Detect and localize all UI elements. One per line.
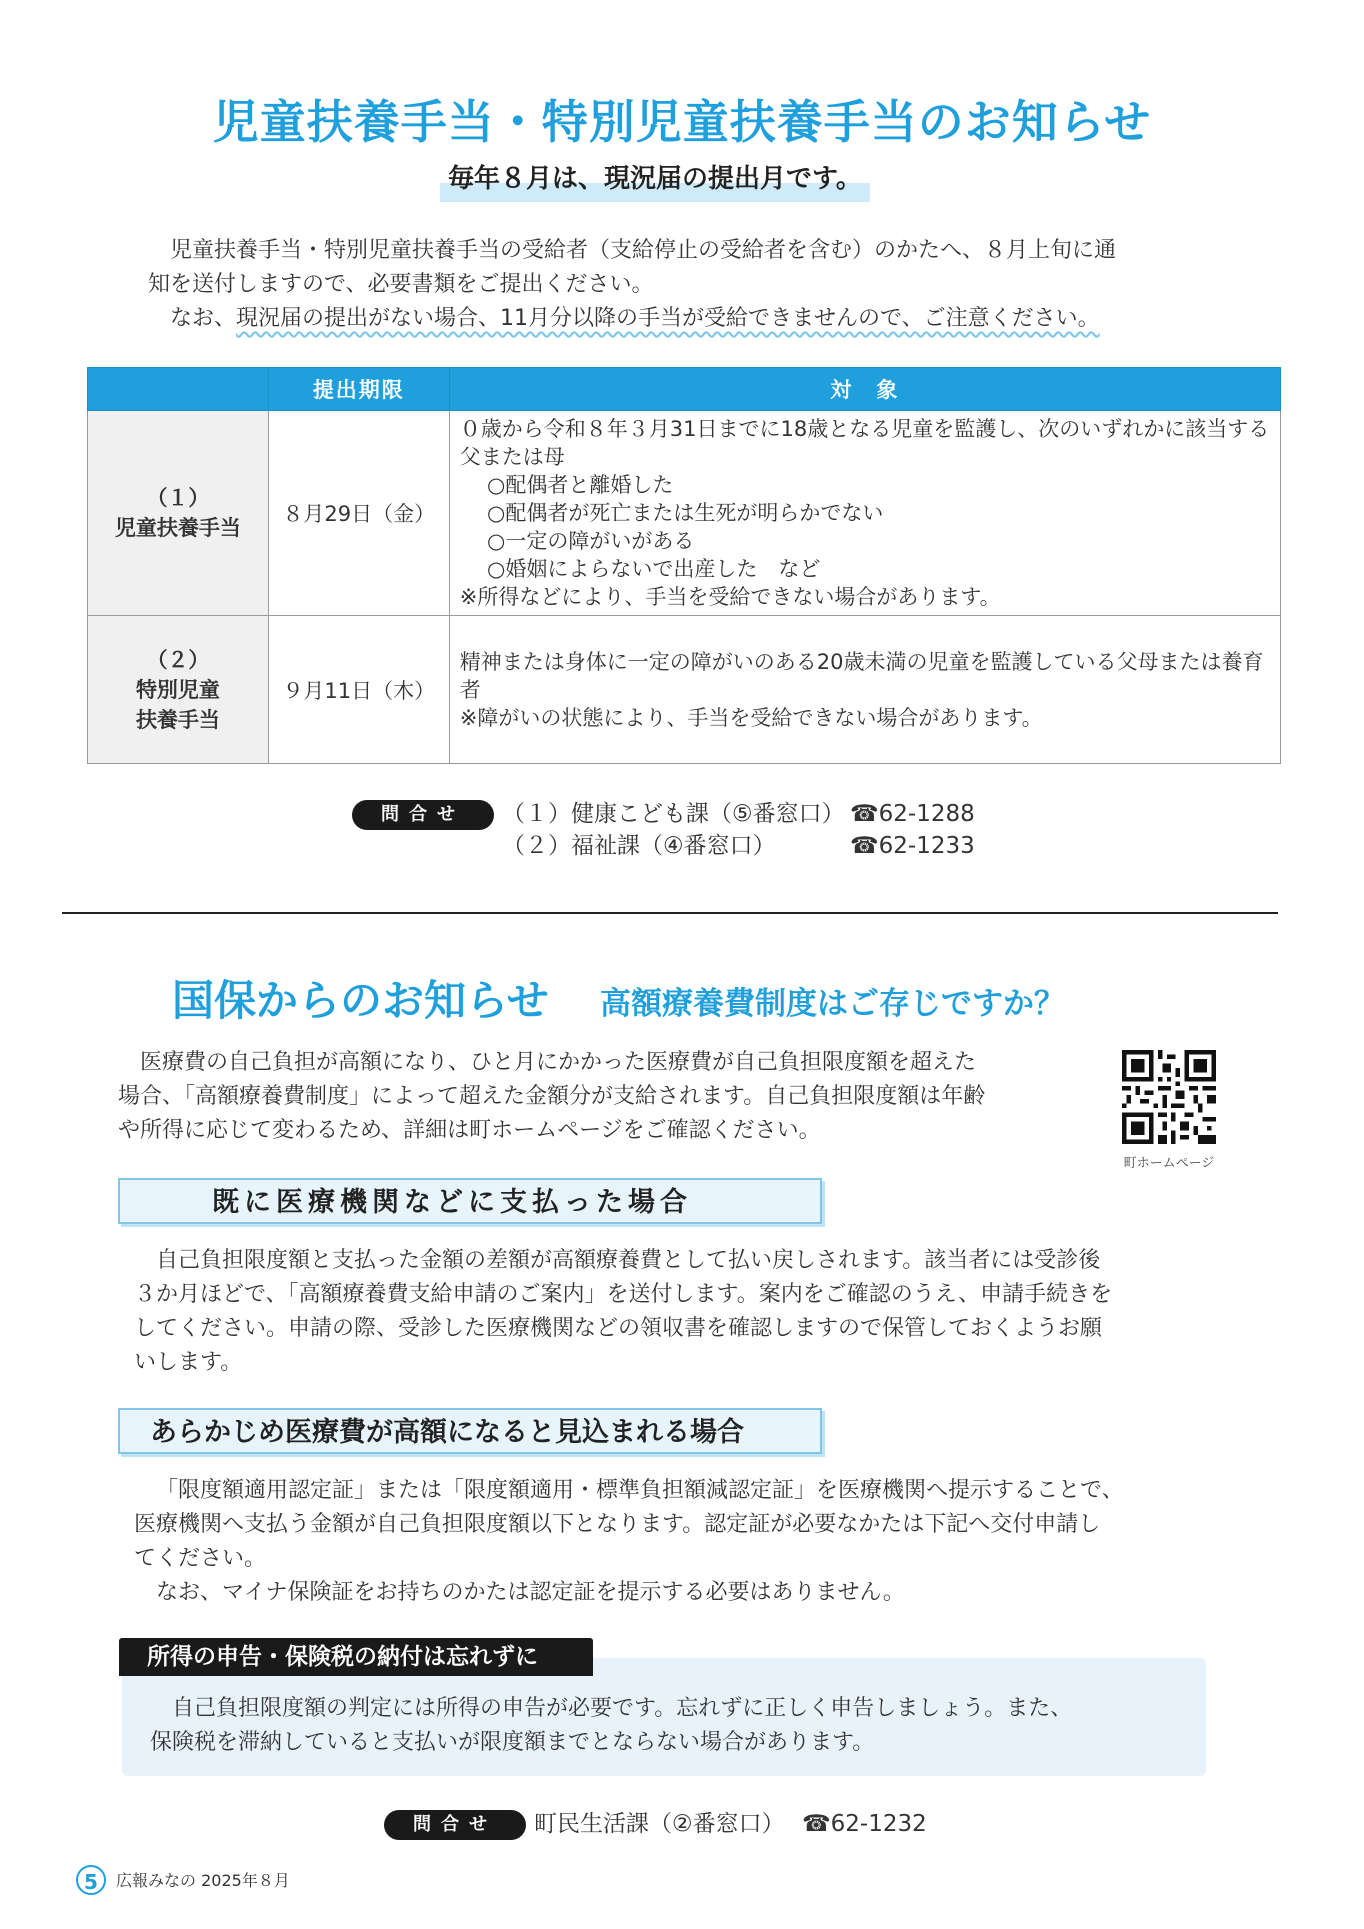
footer-publication bbox=[116, 1868, 290, 1891]
contact-dept: （２）福祉課（④番窓口） bbox=[502, 833, 776, 859]
contact-dept: 町民生活課（②番窓口） bbox=[534, 1811, 785, 1837]
intro-line: や所得に応じて変わるため、詳細は町ホームページをご確認ください。 bbox=[118, 1118, 821, 1143]
contact-list bbox=[502, 798, 975, 862]
category-number: （２） bbox=[146, 647, 210, 672]
qr-label: 町ホームページ bbox=[1123, 1156, 1215, 1171]
note-text bbox=[150, 1692, 1190, 1760]
row-category bbox=[88, 616, 269, 764]
contact-label-badge: 問合せ bbox=[352, 800, 494, 830]
text-line: いします。 bbox=[134, 1350, 243, 1375]
target-note: ※所得などにより、手当を受給できない場合があります。 bbox=[459, 585, 1001, 609]
box1-heading: 既に医療機関などに支払った場合 bbox=[118, 1178, 822, 1224]
box2-heading: あらかじめ医療費が高額になると見込まれる場合 bbox=[118, 1408, 822, 1454]
contact-item bbox=[502, 830, 975, 862]
section2-intro bbox=[118, 1046, 1098, 1148]
contact-label-badge: 問合せ bbox=[384, 1810, 526, 1840]
row-deadline: ９月11日（木） bbox=[268, 616, 449, 764]
box2-text bbox=[134, 1474, 1220, 1610]
note-heading: 所得の申告・保険税の納付は忘れずに bbox=[119, 1638, 593, 1676]
intro-prefix: なお、 bbox=[170, 306, 237, 331]
category-name: 特別児童 扶養手当 bbox=[135, 677, 220, 732]
target-item: ○婚姻によらないで出産した など bbox=[487, 557, 821, 581]
text-line: 保険税を滞納していると支払いが限度額までとならない場合があります。 bbox=[150, 1730, 875, 1755]
publication-issue: 2025年８月 bbox=[201, 1871, 290, 1890]
text-line: 自己負担限度額と支払った金額の差額が高額療養費として払い戻しされます。該当者には受診後 bbox=[156, 1248, 1101, 1273]
publication-name: 広報みなの bbox=[116, 1871, 197, 1890]
row-category bbox=[88, 411, 269, 616]
category-number: （１） bbox=[146, 486, 210, 510]
table-header-empty bbox=[88, 368, 269, 411]
intro-line bbox=[148, 302, 1228, 336]
section1-intro bbox=[148, 234, 1228, 336]
text-line: してください。申請の際、受診した医療機関などの領収書を確認しますので保管しておくようお願 bbox=[134, 1316, 1103, 1341]
section1-subtitle: 毎年８月は、現況届の提出月です。 bbox=[440, 160, 870, 202]
allowance-table bbox=[87, 367, 1281, 764]
contact-tel: ☎62-1288 bbox=[850, 801, 975, 827]
target-item: ○一定の障がいがある bbox=[487, 529, 695, 553]
text-line: 自己負担限度額の判定には所得の申告が必要です。忘れずに正しく申告しましょう。また、 bbox=[172, 1696, 1073, 1721]
target-item: ○配偶者が死亡または生死が明らかでない bbox=[487, 501, 884, 525]
section1-title: 児童扶養手当・特別児童扶養手当のお知らせ bbox=[212, 95, 1152, 149]
intro-line: 医療費の自己負担が高額になり、ひと月にかかった医療費が自己負担限度額を超えた bbox=[140, 1050, 977, 1075]
row-target bbox=[449, 616, 1280, 764]
table-row bbox=[88, 616, 1281, 764]
target-note: ※障がいの状態により、手当を受給できない場合があります。 bbox=[459, 705, 1043, 730]
intro-line: 知を送付しますので、必要書類をご提出ください。 bbox=[148, 272, 654, 297]
row-target bbox=[449, 411, 1280, 616]
section2-title: 国保からのお知らせ bbox=[172, 976, 549, 1025]
text-line: 医療機関へ支払う金額が自己負担限度額以下となります。認定証が必要なかたは下記へ交付申請し bbox=[134, 1512, 1101, 1537]
table-header-deadline: 提出期限 bbox=[268, 368, 449, 411]
section-divider bbox=[62, 912, 1278, 914]
text-line: 「限度額適用認定証」または「限度額適用・標準負担額減認定証」を医療機関へ提示することで、 bbox=[156, 1478, 1124, 1503]
contact-tel: ☎62-1233 bbox=[850, 833, 975, 859]
target-main: ０歳から令和８年３月31日までに18歳となる児童を監護し、次のいずれかに該当する父または母 bbox=[459, 417, 1270, 469]
contact-tel: ☎62-1232 bbox=[802, 1811, 927, 1837]
text-line: なお、マイナ保険証をお持ちのかたは認定証を提示する必要はありません。 bbox=[156, 1580, 905, 1605]
row-deadline: ８月29日（金） bbox=[268, 411, 449, 616]
text-line: ３か月ほどで、「高額療養費支給申請のご案内」を送付します。案内をご確認のうえ、申請手続きを bbox=[134, 1282, 1113, 1307]
table-header-target: 対 象 bbox=[449, 368, 1280, 411]
table-header-row bbox=[88, 368, 1281, 411]
qr-code-icon[interactable] bbox=[1122, 1050, 1216, 1144]
table-row bbox=[88, 411, 1281, 616]
contact-dept: （１）健康こども課（⑤番窓口） bbox=[502, 801, 845, 827]
warning-underlined-text: 現況届の提出がない場合、11月分以降の手当が受給できませんので、ご注意ください。 bbox=[236, 306, 1100, 331]
target-main: 精神または身体に一定の障がいのある20歳未満の児童を監護している父母または養育者 bbox=[459, 649, 1264, 702]
page-number: 5 bbox=[76, 1865, 106, 1895]
intro-line: 児童扶養手当・特別児童扶養手当の受給者（支給停止の受給者を含む）のかたへ、８月上旬に通 bbox=[170, 238, 1117, 263]
target-item: ○配偶者と離婚した bbox=[487, 473, 674, 497]
section2-subtitle: 高額療養費制度はご存じですか？ bbox=[600, 986, 1065, 1022]
contact-item bbox=[502, 798, 975, 830]
intro-line: 場合、「高額療養費制度」によって超えた金額分が支給されます。自己負担限度額は年齢 bbox=[118, 1084, 986, 1109]
contact-item bbox=[534, 1808, 927, 1840]
box1-text bbox=[134, 1244, 1220, 1380]
text-line: てください。 bbox=[134, 1546, 267, 1571]
category-name: 児童扶養手当 bbox=[114, 516, 241, 540]
